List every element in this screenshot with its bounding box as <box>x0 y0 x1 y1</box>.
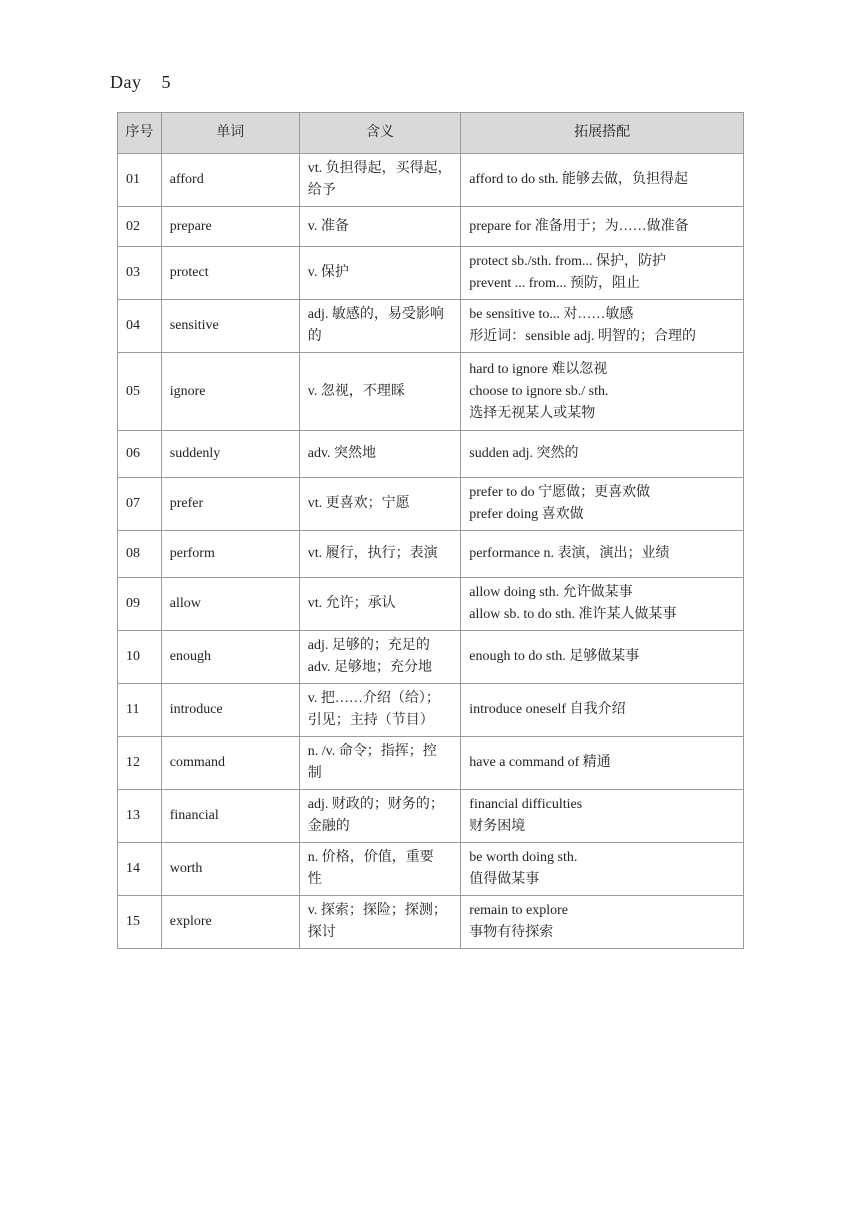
row-meaning <box>299 154 461 207</box>
extension-line: afford to do sth. 能够去做，负担得起 <box>469 172 688 187</box>
row-number: 15 <box>118 896 162 949</box>
row-meaning <box>299 896 461 949</box>
row-meaning <box>299 684 461 737</box>
meaning-line: vt. 负担得起，买得起， <box>307 161 452 176</box>
extension-line: prefer doing 喜欢做 <box>469 507 584 522</box>
page-title: Day 5 <box>110 72 171 92</box>
row-extension <box>461 737 744 790</box>
extension-line: be worth doing sth. <box>469 850 578 865</box>
table-header-row <box>118 113 744 154</box>
row-meaning <box>299 737 461 790</box>
extension-line: sudden adj. 突然的 <box>469 446 579 461</box>
row-extension <box>461 247 744 300</box>
meaning-line: v. 忽视，不理睬 <box>307 383 405 399</box>
row-extension <box>461 478 744 531</box>
table-row <box>118 154 744 207</box>
row-word: afford <box>161 154 299 207</box>
row-word: ignore <box>161 353 299 431</box>
row-extension <box>461 207 744 247</box>
row-number: 14 <box>118 843 162 896</box>
meaning-line: 制 <box>307 766 322 781</box>
row-word: suddenly <box>161 431 299 478</box>
extension-line: 事物有待探索 <box>469 925 554 940</box>
row-number: 12 <box>118 737 162 790</box>
row-extension <box>461 843 744 896</box>
extension-line: choose to ignore sb./ sth. <box>469 383 609 399</box>
header-word: 单词 <box>161 113 299 154</box>
row-number: 09 <box>118 578 162 631</box>
row-extension <box>461 353 744 431</box>
table-row <box>118 684 744 737</box>
meaning-line: vt. 允许；承认 <box>307 596 396 611</box>
row-extension <box>461 631 744 684</box>
extension-line: remain to explore <box>469 903 569 918</box>
row-word: introduce <box>161 684 299 737</box>
row-meaning <box>299 207 461 247</box>
row-extension <box>461 578 744 631</box>
meaning-line: 给予 <box>307 183 336 198</box>
extension-line: enough to do sth. 足够做某事 <box>469 649 640 664</box>
row-number: 02 <box>118 207 162 247</box>
extension-line: hard to ignore 难以忽视 <box>469 361 608 377</box>
table-row <box>118 578 744 631</box>
row-word: sensitive <box>161 300 299 353</box>
row-extension <box>461 431 744 478</box>
extension-line: 形近词：sensible adj. 明智的；合理的 <box>469 329 696 344</box>
meaning-line: 探讨 <box>307 925 336 940</box>
table-row <box>118 247 744 300</box>
header-extension: 拓展搭配 <box>461 113 744 154</box>
extension-line: prevent ... from... 预防，阻止 <box>469 276 640 291</box>
row-word: explore <box>161 896 299 949</box>
meaning-line: n. 价格，价值，重要 <box>307 850 434 865</box>
meaning-line: v. 保护 <box>307 265 349 280</box>
row-word: command <box>161 737 299 790</box>
extension-line: protect sb./sth. from... 保护，防护 <box>469 254 667 269</box>
meaning-line: 金融的 <box>307 819 350 834</box>
extension-line: introduce oneself 自我介绍 <box>469 702 626 717</box>
row-meaning <box>299 300 461 353</box>
extension-line: allow sb. to do sth. 准许某人做某事 <box>469 607 677 622</box>
row-meaning <box>299 578 461 631</box>
meaning-line: vt. 履行，执行；表演 <box>307 546 438 561</box>
meaning-line: adv. 突然地 <box>307 446 377 461</box>
row-number: 07 <box>118 478 162 531</box>
meaning-line: vt. 更喜欢；宁愿 <box>307 496 410 511</box>
extension-line: financial difficulties <box>469 797 583 812</box>
row-extension <box>461 896 744 949</box>
row-number: 06 <box>118 431 162 478</box>
row-extension <box>461 531 744 578</box>
header-meaning: 含义 <box>299 113 461 154</box>
row-meaning <box>299 631 461 684</box>
row-meaning <box>299 431 461 478</box>
row-number: 11 <box>118 684 162 737</box>
row-extension <box>461 790 744 843</box>
row-meaning <box>299 478 461 531</box>
extension-line: prefer to do 宁愿做；更喜欢做 <box>469 485 651 500</box>
table-row <box>118 300 744 353</box>
row-word: worth <box>161 843 299 896</box>
table-row <box>118 431 744 478</box>
extension-line: be sensitive to... 对……敏感 <box>469 307 634 322</box>
row-word: financial <box>161 790 299 843</box>
table-row <box>118 207 744 247</box>
table-row <box>118 737 744 790</box>
table-row <box>118 531 744 578</box>
row-number: 08 <box>118 531 162 578</box>
meaning-line: 的 <box>307 329 322 344</box>
extension-line: allow doing sth. 允许做某事 <box>469 585 633 600</box>
table-row <box>118 843 744 896</box>
meaning-line: 引见；主持（节目） <box>307 713 434 728</box>
vocabulary-table <box>117 112 744 949</box>
extension-line: 值得做某事 <box>469 872 540 887</box>
row-word: perform <box>161 531 299 578</box>
row-extension <box>461 684 744 737</box>
table-row <box>118 790 744 843</box>
row-meaning <box>299 247 461 300</box>
row-word: prefer <box>161 478 299 531</box>
row-number: 01 <box>118 154 162 207</box>
extension-line: prepare for 准备用于；为……做准备 <box>469 218 689 234</box>
meaning-line: v. 准备 <box>307 218 349 234</box>
table-row <box>118 631 744 684</box>
table-row <box>118 896 744 949</box>
row-number: 03 <box>118 247 162 300</box>
row-number: 10 <box>118 631 162 684</box>
row-word: enough <box>161 631 299 684</box>
extension-line: have a command of 精通 <box>469 755 611 770</box>
row-extension <box>461 300 744 353</box>
meaning-line: adv. 足够地；充分地 <box>307 660 433 675</box>
row-word: protect <box>161 247 299 300</box>
meaning-line: v. 探索；探险；探测； <box>307 903 447 918</box>
header-number: 序号 <box>118 113 162 154</box>
meaning-line: 性 <box>307 872 322 887</box>
meaning-line: v. 把……介绍（给）； <box>307 691 440 706</box>
extension-line: 财务困境 <box>469 819 526 834</box>
meaning-line: n. /v. 命令；指挥；控 <box>307 744 437 759</box>
row-word: allow <box>161 578 299 631</box>
row-meaning <box>299 531 461 578</box>
meaning-line: adj. 足够的；充足的 <box>307 638 430 653</box>
extension-line: 选择无视某人或某物 <box>469 405 596 421</box>
row-meaning <box>299 843 461 896</box>
row-meaning <box>299 790 461 843</box>
row-number: 13 <box>118 790 162 843</box>
row-meaning <box>299 353 461 431</box>
row-number: 05 <box>118 353 162 431</box>
table-row <box>118 353 744 431</box>
meaning-line: adj. 财政的；财务的； <box>307 797 444 812</box>
row-extension <box>461 154 744 207</box>
extension-line: performance n. 表演，演出；业绩 <box>469 546 670 561</box>
table-row <box>118 478 744 531</box>
meaning-line: adj. 敏感的，易受影响 <box>307 307 444 322</box>
row-word: prepare <box>161 207 299 247</box>
row-number: 04 <box>118 300 162 353</box>
